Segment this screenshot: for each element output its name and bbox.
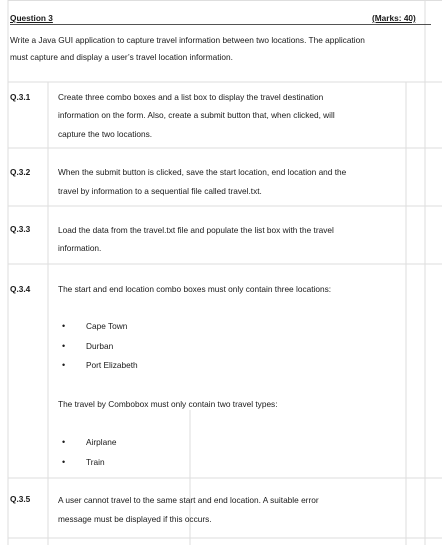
bullet-icon: • [62, 457, 66, 467]
bullet-icon: • [62, 321, 66, 331]
q-3-4-lead: The start and end location combo boxes must only contain three locations: [58, 284, 332, 294]
bullet-icon: • [62, 341, 66, 351]
bullet-icon: • [62, 437, 66, 447]
q-3-1-line-3: capture the two locations. [58, 129, 153, 139]
location-item: Durban [86, 341, 114, 351]
q-3-1-line-1: Create three combo boxes and a list box to display the travel destination [58, 92, 324, 102]
q-3-5-number: Q.3.5 [10, 494, 31, 504]
q-3-2-line-1: When the submit button is clicked, save the start location, end location and the [58, 167, 347, 177]
travel-type-item: Train [86, 457, 105, 467]
question-title: Question 3 [10, 13, 53, 23]
intro-line-1: Write a Java GUI application to capture travel information between two locations. The application [10, 35, 365, 45]
location-item: Port Elizabeth [86, 360, 138, 370]
intro-line-2: must capture and display a user’s travel location information. [10, 52, 233, 62]
q-3-3-number: Q.3.3 [10, 224, 31, 234]
q-3-2-line-2: travel by information to a sequential file called travel.txt. [58, 186, 262, 196]
q-3-3-line-2: information. [58, 243, 102, 253]
q-3-2-number: Q.3.2 [10, 167, 31, 177]
location-item: Cape Town [86, 321, 128, 331]
q-3-5-line-2: message must be displayed if this occurs. [58, 514, 212, 524]
q-3-3-line-1: Load the data from the travel.txt file and populate the list box with the travel [58, 225, 334, 235]
q-3-4-number: Q.3.4 [10, 284, 31, 294]
travel-type-item: Airplane [86, 437, 117, 447]
q-3-1-number: Q.3.1 [10, 92, 31, 102]
q-3-5-line-1: A user cannot travel to the same start and end location. A suitable error [58, 495, 319, 505]
bullet-icon: • [62, 360, 66, 370]
q-3-1-line-2: information on the form. Also, create a submit button that, when clicked, will [58, 110, 335, 120]
marks-label: (Marks: 40) [372, 13, 416, 23]
q-3-4-travel-lead: The travel by Combobox must only contain two travel types: [58, 399, 278, 409]
